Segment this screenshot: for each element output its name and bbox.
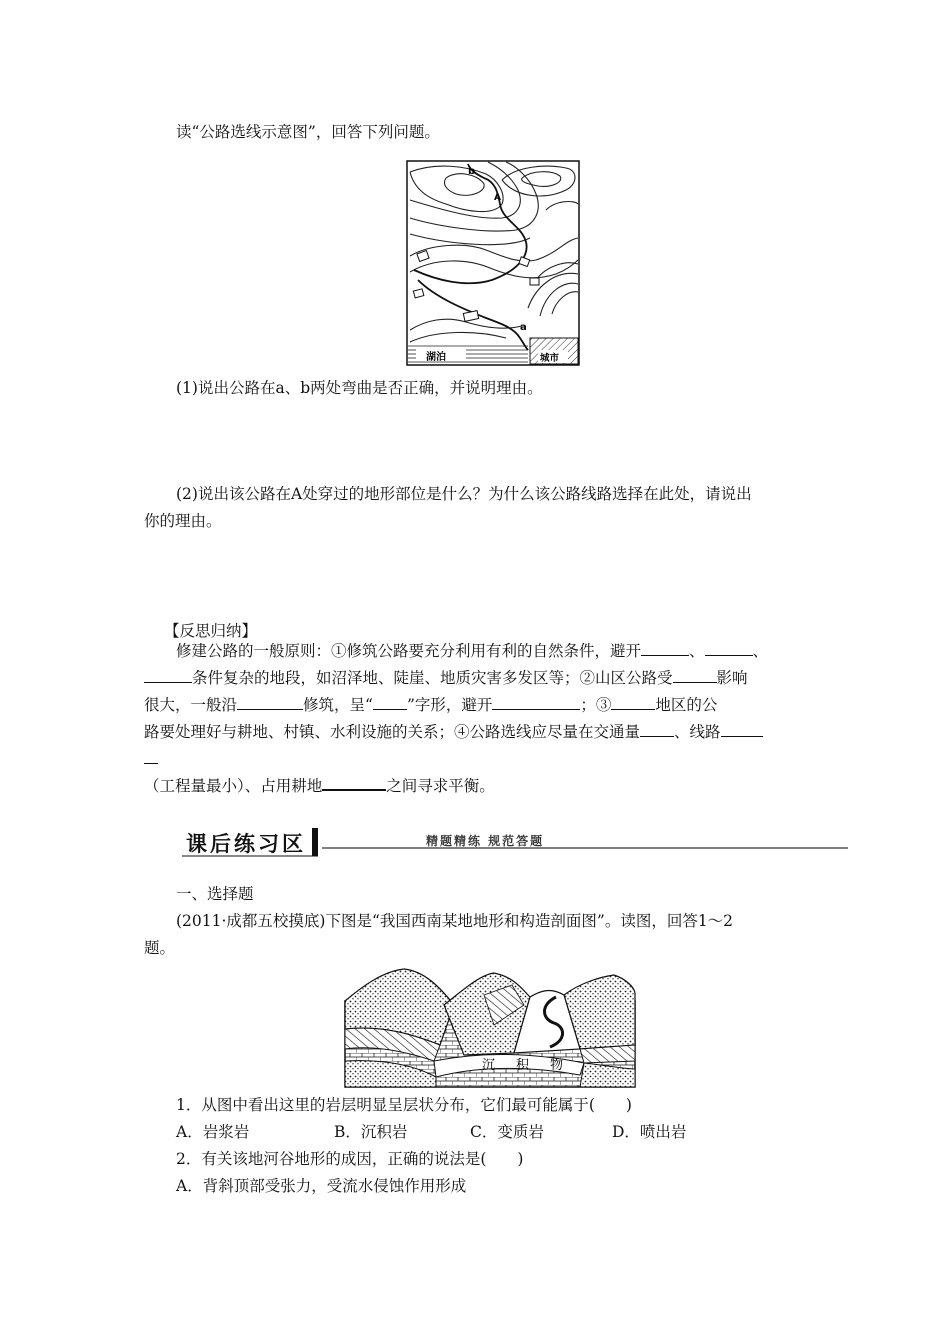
blank [492, 695, 580, 710]
reflection-line-3 [144, 694, 717, 716]
reflection-text: 、 [752, 642, 769, 660]
reflection-text: 之间寻求平衡。 [386, 777, 495, 795]
profile-label-3: 物 [550, 1058, 564, 1073]
reflection-text: 、线路 [674, 723, 721, 741]
question-1-text: (1)说出公路在a、b两处弯曲是否正确，并说明理由。 [176, 379, 543, 397]
part-heading: 一、选择题 [176, 885, 254, 903]
question-1-stem: 1．从图中看出这里的岩层明显呈层状分布，它们最可能属于( ) [176, 1096, 632, 1114]
reflection-text: 修筑，呈“ [303, 696, 373, 714]
road-route-map [406, 160, 580, 366]
map-label-city: 城市 [540, 353, 560, 364]
blank [673, 668, 717, 683]
option-a[interactable]: A．岩浆岩 [176, 1123, 250, 1141]
reflection-line-4 [144, 721, 763, 743]
blank [641, 641, 689, 656]
reflection-heading: 【反思归纳】 [164, 622, 258, 640]
reflection-line-5 [144, 775, 495, 797]
terrain-structure-profile [344, 965, 638, 1089]
map-label-lake: 湖泊 [426, 352, 446, 363]
option-d[interactable]: D．喷出岩 [612, 1123, 687, 1141]
blank [144, 668, 192, 683]
blank [144, 749, 158, 764]
section-title: 课后练习区 [186, 832, 306, 856]
reflection-text: 条件复杂的地段，如沼泽地、陡崖、地质灾害多发区等；②山区公路受 [192, 669, 673, 687]
reflection-text: ”字形，避开 [406, 696, 493, 714]
section-header [182, 826, 848, 860]
reflection-text: 地区的公 [655, 696, 718, 714]
reflection-text: ；③ [580, 696, 612, 714]
intro-text: 读“公路选线示意图”，回答下列问题。 [176, 123, 440, 141]
question-2-stem: 2．有关该地河谷地形的成因，正确的说法是( ) [176, 1150, 524, 1168]
reflection-text: （工程量最小）、占用耕地 [144, 777, 323, 795]
question-2-line-2: 你的理由。 [144, 512, 222, 530]
reflection-text: 影响 [716, 669, 748, 687]
map-label-A: A [494, 193, 501, 203]
blank [640, 722, 674, 737]
question-2-option-a[interactable]: A．背斜顶部受张力，受流水侵蚀作用形成 [176, 1177, 467, 1195]
blank [611, 695, 655, 710]
source-line-1: (2011·成都五校摸底)下图是“我国西南某地地形和构造剖面图”。读图，回答1～2 [176, 912, 734, 930]
blank [705, 641, 753, 656]
profile-label-2: 积 [516, 1058, 530, 1073]
option-b[interactable]: B．沉积岩 [334, 1123, 408, 1141]
reflection-line-2 [144, 667, 748, 689]
blank [322, 775, 386, 791]
map-label-a: a [520, 322, 527, 333]
map-label-b: b [468, 166, 476, 177]
reflection-line-4-overflow [144, 748, 158, 770]
option-c[interactable]: C．变质岩 [470, 1123, 544, 1141]
source-line-2: 题。 [144, 939, 176, 957]
reflection-text: 修建公路的一般原则：①修筑公路要充分利用有利的自然条件，避开 [176, 642, 642, 660]
profile-label-1: 沉 [482, 1058, 496, 1073]
reflection-text: 、 [689, 642, 705, 660]
blank [237, 695, 303, 710]
reflection-text: 路要处理好与耕地、村镇、水利设施的关系；④公路选线应尽量在交通量 [144, 723, 641, 741]
question-2-line-1: (2)说出该公路在A处穿过的地形部位是什么？为什么该公路线路选择在此处，请说出 [176, 485, 752, 503]
blank [373, 695, 407, 710]
section-subtitle: 精题精练 规范答题 [426, 834, 545, 848]
blank [721, 722, 763, 737]
reflection-line-1 [176, 640, 768, 662]
reflection-text: 很大，一般沿 [144, 696, 238, 714]
